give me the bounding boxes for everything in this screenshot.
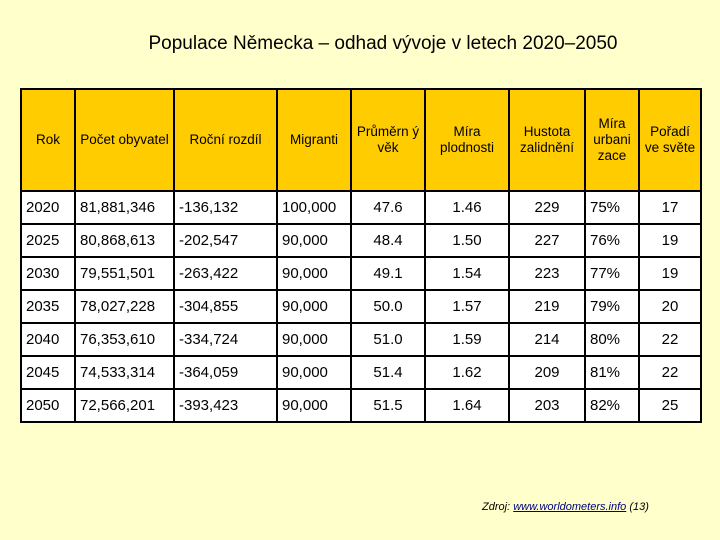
table-cell: 2050: [21, 389, 75, 422]
table-cell: 74,533,314: [75, 356, 174, 389]
slide-title: Populace Německa – odhad vývoje v letech 2020–2050: [148, 33, 618, 54]
table-cell: 90,000: [277, 290, 351, 323]
table-row: [21, 191, 701, 224]
table-cell: 49.1: [351, 257, 425, 290]
column-header: Míra urbani zace: [585, 89, 639, 191]
table-cell: 76,353,610: [75, 323, 174, 356]
table-cell: 1.62: [425, 356, 509, 389]
table-cell: 214: [509, 323, 585, 356]
table-cell: 51.4: [351, 356, 425, 389]
table-cell: 22: [639, 323, 701, 356]
table-cell: 2020: [21, 191, 75, 224]
table-cell: 223: [509, 257, 585, 290]
table-cell: 90,000: [277, 323, 351, 356]
table-cell: -263,422: [174, 257, 277, 290]
table-cell: 203: [509, 389, 585, 422]
table-cell: 2025: [21, 224, 75, 257]
table-cell: 90,000: [277, 224, 351, 257]
table-cell: 77%: [585, 257, 639, 290]
table-cell: 2030: [21, 257, 75, 290]
column-header: Průměrn ý věk: [351, 89, 425, 191]
table-row: [21, 323, 701, 356]
table-cell: 1.64: [425, 389, 509, 422]
table-cell: 19: [639, 257, 701, 290]
table-cell: -364,059: [174, 356, 277, 389]
table-row: [21, 356, 701, 389]
table-cell: 81%: [585, 356, 639, 389]
table-cell: 50.0: [351, 290, 425, 323]
column-header: Míra plodnosti: [425, 89, 509, 191]
table-cell: 90,000: [277, 257, 351, 290]
table-cell: 48.4: [351, 224, 425, 257]
table-cell: 75%: [585, 191, 639, 224]
table-cell: 17: [639, 191, 701, 224]
table-cell: 90,000: [277, 356, 351, 389]
table-cell: 20: [639, 290, 701, 323]
table-cell: 19: [639, 224, 701, 257]
table-cell: 229: [509, 191, 585, 224]
source-note: Zdroj: www.worldometers.info (13): [482, 501, 649, 513]
table-cell: -202,547: [174, 224, 277, 257]
table-cell: 90,000: [277, 389, 351, 422]
table-cell: 79,551,501: [75, 257, 174, 290]
column-header: Počet obyvatel: [75, 89, 174, 191]
table-cell: -393,423: [174, 389, 277, 422]
table-cell: -304,855: [174, 290, 277, 323]
table-cell: 79%: [585, 290, 639, 323]
source-link[interactable]: www.worldometers.info: [513, 501, 627, 513]
table-cell: 76%: [585, 224, 639, 257]
table-row: [21, 224, 701, 257]
table-cell: 81,881,346: [75, 191, 174, 224]
table-cell: 22: [639, 356, 701, 389]
table-cell: 1.57: [425, 290, 509, 323]
table-cell: 51.5: [351, 389, 425, 422]
table-cell: 78,027,228: [75, 290, 174, 323]
table-cell: 80%: [585, 323, 639, 356]
table-cell: 25: [639, 389, 701, 422]
table-cell: 2040: [21, 323, 75, 356]
column-header: Hustota zalidnění: [509, 89, 585, 191]
table-row: [21, 389, 701, 422]
population-table: [20, 88, 702, 423]
table-cell: -334,724: [174, 323, 277, 356]
table-row: [21, 257, 701, 290]
table-cell: 100,000: [277, 191, 351, 224]
table-cell: 1.46: [425, 191, 509, 224]
table-cell: 1.59: [425, 323, 509, 356]
table-row: [21, 290, 701, 323]
table-cell: 47.6: [351, 191, 425, 224]
table-cell: 80,868,613: [75, 224, 174, 257]
table-cell: 219: [509, 290, 585, 323]
column-header: Roční rozdíl: [174, 89, 277, 191]
column-header: Rok: [21, 89, 75, 191]
column-header: Migranti: [277, 89, 351, 191]
table-cell: -136,132: [174, 191, 277, 224]
table-cell: 82%: [585, 389, 639, 422]
column-header: Pořadí ve světe: [639, 89, 701, 191]
table-cell: 1.50: [425, 224, 509, 257]
table-cell: 72,566,201: [75, 389, 174, 422]
table-cell: 51.0: [351, 323, 425, 356]
table-cell: 1.54: [425, 257, 509, 290]
table-cell: 209: [509, 356, 585, 389]
table-cell: 2035: [21, 290, 75, 323]
table-cell: 227: [509, 224, 585, 257]
table-cell: 2045: [21, 356, 75, 389]
